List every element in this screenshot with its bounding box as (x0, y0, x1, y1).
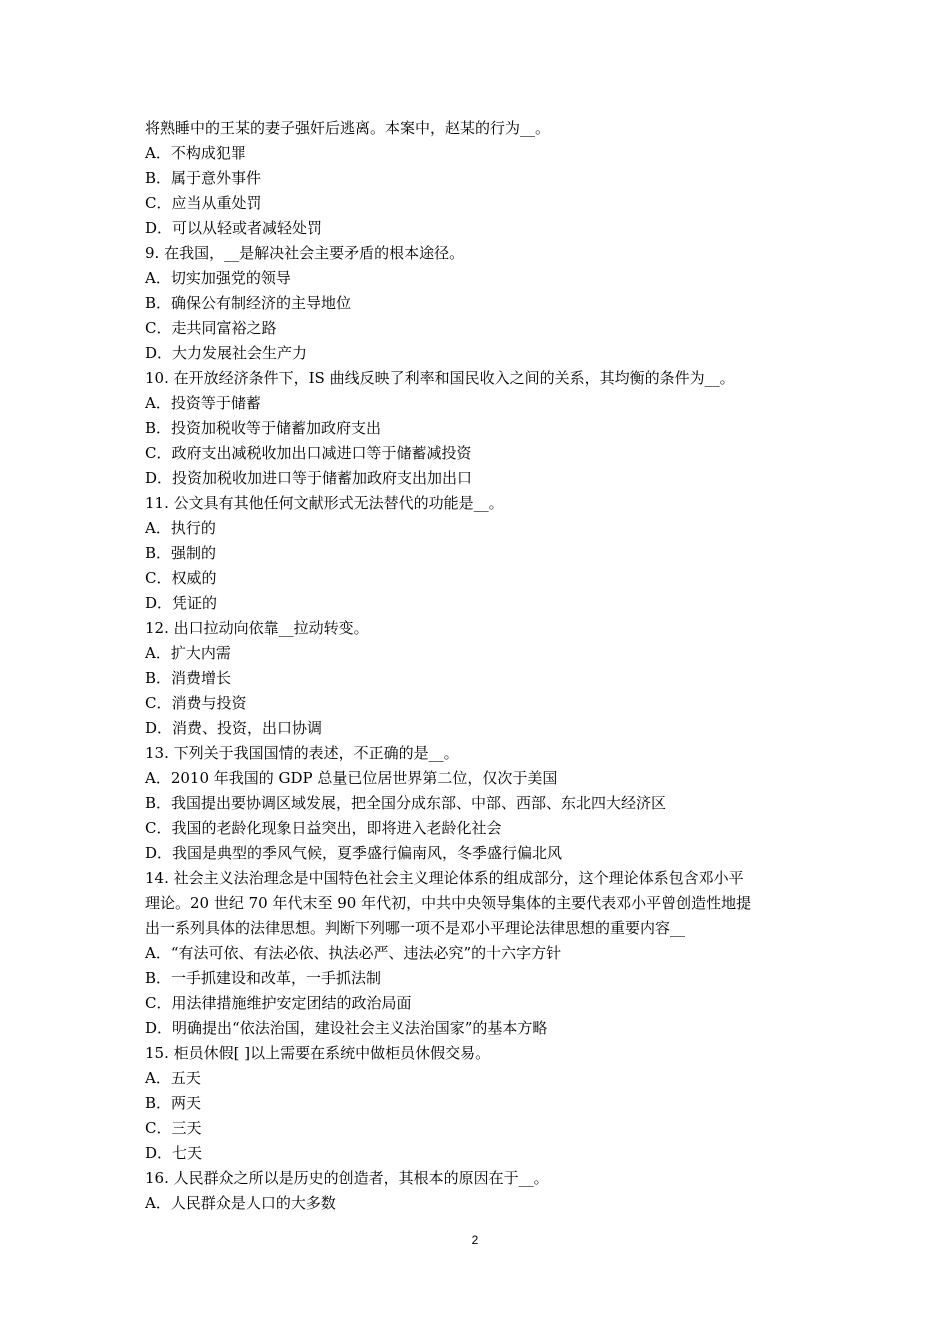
question-13-option-d: D．我国是典型的季风气候，夏季盛行偏南风，冬季盛行偏北风 (145, 844, 563, 862)
question-11-stem: 11. 公文具有其他任何文献形式无法替代的功能是__。 (145, 494, 504, 512)
question-11-option-d: D．凭证的 (145, 594, 218, 612)
question-13-option-a: A．2010 年我国的 GDP 总量已位居世界第二位，仅次于美国 (145, 769, 558, 787)
question-12-option-a: A．扩大内需 (145, 644, 231, 662)
question-11-option-c: C．权威的 (145, 569, 217, 587)
question-14-stem-line-3: 出一系列具体的法律思想。判断下列哪一项不是邓小平理论法律思想的重要内容__ (145, 919, 686, 937)
question-15-option-d: D．七天 (145, 1144, 203, 1162)
question-16-option-a: A．人民群众是人口的大多数 (145, 1194, 336, 1212)
question-8-option-c: C．应当从重处罚 (145, 194, 262, 212)
question-11-option-a: A．执行的 (145, 519, 216, 537)
question-14-option-b: B．一手抓建设和改革，一手抓法制 (145, 969, 382, 987)
question-12-stem: 12. 出口拉动向依靠__拉动转变。 (145, 619, 369, 637)
question-14-option-c: C．用法律措施维护安定团结的政治局面 (145, 994, 412, 1012)
question-13-option-b: B．我国提出要协调区域发展，把全国分成东部、中部、西部、东北四大经济区 (145, 794, 667, 812)
question-15-option-a: A．五天 (145, 1069, 201, 1087)
question-9-option-b: B．确保公有制经济的主导地位 (145, 294, 352, 312)
question-12-option-d: D．消费、投资，出口协调 (145, 719, 323, 737)
question-16-stem: 16. 人民群众之所以是历史的创造者，其根本的原因在于__。 (145, 1169, 549, 1187)
question-8-stem-continued: 将熟睡中的王某的妻子强奸后逃离。本案中，赵某的行为__。 (145, 119, 551, 137)
question-14-option-a: A．“有法可依、有法必依、执法必严、违法必究”的十六字方针 (145, 944, 562, 962)
question-10-option-b: B．投资加税收等于储蓄加政府支出 (145, 419, 382, 437)
question-8-option-d: D．可以从轻或者减轻处罚 (145, 219, 323, 237)
question-15-option-c: C．三天 (145, 1119, 202, 1137)
page-content (145, 116, 815, 1216)
question-8-option-a: A．不构成犯罪 (145, 144, 246, 162)
question-11-option-b: B．强制的 (145, 544, 217, 562)
question-10-option-c: C．政府支出减税收加出口减进口等于储蓄减投资 (145, 444, 472, 462)
question-13-option-c: C．我国的老龄化现象日益突出，即将进入老龄化社会 (145, 819, 502, 837)
question-10-stem: 10. 在开放经济条件下，IS 曲线反映了利率和国民收入之间的关系，其均衡的条件为__。 (145, 369, 735, 387)
question-9-option-d: D．大力发展社会生产力 (145, 344, 308, 362)
question-13-stem: 13. 下列关于我国国情的表述，不正确的是__。 (145, 744, 459, 762)
question-9-option-c: C．走共同富裕之路 (145, 319, 277, 337)
question-9-stem: 9. 在我国，__是解决社会主要矛盾的根本途径。 (145, 244, 465, 262)
question-10-option-a: A．投资等于储蓄 (145, 394, 261, 412)
question-14-stem-line-2: 理论。20 世纪 70 年代末至 90 年代初，中共中央领导集体的主要代表邓小平曾创造性地提 (145, 894, 752, 912)
question-12-option-b: B．消费增长 (145, 669, 232, 687)
question-15-option-b: B．两天 (145, 1094, 202, 1112)
question-9-option-a: A．切实加强党的领导 (145, 269, 291, 287)
question-15-stem: 15. 柜员休假[ ]以上需要在系统中做柜员休假交易。 (145, 1044, 491, 1062)
question-10-option-d: D．投资加税收加进口等于储蓄加政府支出加出口 (145, 469, 473, 487)
question-12-option-c: C．消费与投资 (145, 694, 247, 712)
question-14-option-d: D．明确提出“依法治国，建设社会主义法治国家”的基本方略 (145, 1019, 548, 1037)
page-number: 2 (471, 1233, 479, 1247)
question-8-option-b: B．属于意外事件 (145, 169, 262, 187)
question-14-stem-line-1: 14. 社会主义法治理念是中国特色社会主义理论体系的组成部分，这个理论体系包含邓小平 (145, 869, 744, 887)
